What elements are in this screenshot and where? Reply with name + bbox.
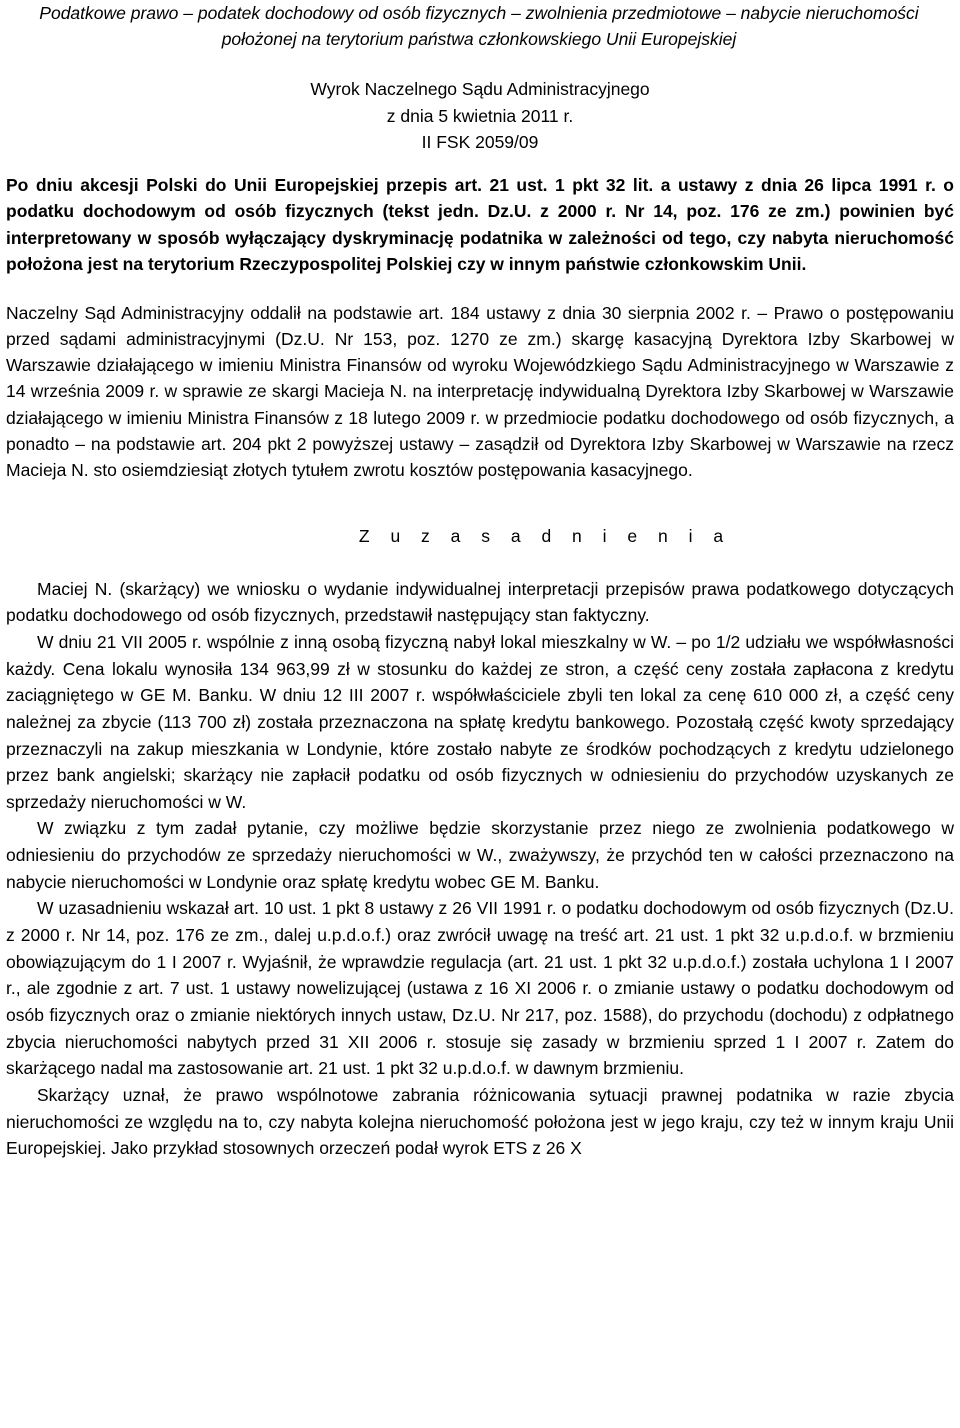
paragraph: W związku z tym zadał pytanie, czy możliwe będzie skorzystanie przez niego ze zwolnienia podatkowego w odniesieniu do przychodów ze sprzedaży nieruchomości w W., zważywszy, że przychód ten w całości przeznaczono na nabycie nieruchomości w Londynie oraz spłatę kredytu wobec GE M. Banku. (6, 818, 954, 892)
case-signature: II FSK 2059/09 (421, 132, 539, 152)
judgment-thesis: Po dniu akcesji Polski do Unii Europejskiej przepis art. 21 ust. 1 pkt 32 lit. a ustawy z dnia 26 lipca 1991 r. o podatku dochodowym od osób fizycznych (tekst jedn. Dz.U. z 2000 r. Nr 14, poz. 176 ze zm.) powinien być interpretowany w sposób wyłączający dyskryminację podatnika w zależności od tego, czy nabyta nieruchomość położona jest na terytorium Rzeczypospolitej Polskiej czy w innym państwie członkowskim Unii. (6, 174, 954, 274)
judgment-date: z dnia 5 kwietnia 2011 r. (386, 105, 574, 126)
paragraph: Skarżący uznał, że prawo wspólnotowe zabrania różnicowania sytuacji prawnej podatnika w razie zbycia nieruchomości ze względu na to, czy nabyta kolejna nieruchomość położona jest w jego kraju, czy też w innym kraju Unii Europejskiej. Jako przykład stosownych orzeczeń podał wyrok ETS z 26 X (6, 1085, 954, 1159)
document-subject: Podatkowe prawo – podatek dochodowy od osób fizycznych – zwolnienia przedmiotowe – nabycie nieruchomości położonej na terytorium państwa członkowskiego Unii Europejskiej (39, 3, 919, 49)
paragraph: W uzasadnieniu wskazał art. 10 ust. 1 pkt 8 ustawy z 26 VII 1991 r. o podatku dochodowym od osób fizycznych (Dz.U. z 2000 r. Nr 14, poz. 176 ze zm., dalej u.p.d.o.f.) oraz zwrócił uwagę na treść art. 21 ust. 1 pkt 32 u.p.d.o.f. w brzmieniu obowiązującym do 1 I 2007 r. Wyjaśnił, że wprawdzie regulacja (art. 21 ust. 1 pkt 32 u.p.d.o.f.) została uchylona 1 I 2007 r., ale zgodnie z art. 7 ust. 1 ustawy nowelizującej (ustawa z 16 XI 2006 r. o zmianie ustawy o podatku dochodowym od osób fizycznych oraz o zmianie niektórych innych ustaw, Dz.U. Nr 217, poz. 1588), do przychodu (dochodu) z odpłatnego zbycia nieruchomości nabytych przed 31 XII 2006 r. stosuje się zasady w brzmieniu sprzed 1 I 2007 r. Zatem do skarżącego nadal ma zastosowanie art. 21 ust. 1 pkt 32 u.p.d.o.f. w dawnym brzmieniu. (6, 898, 954, 1079)
judgment-header (0, 76, 960, 156)
paragraph: W dniu 21 VII 2005 r. wspólnie z inną osobą fizyczną nabył lokal mieszkalny w W. – po 1/2 udziału we współwłasności każdy. Cena lokalu wynosiła 134 963,99 zł w stosunku do każdej ze stron, a część ceny została zapłacona z kredytu zaciągniętego w GE M. Banku. W dniu 12 III 2007 r. współwłaściciele zbyli ten lokal za cenę 610 000 zł, a część ceny należnej za zbycie (113 700 zł) została przeznaczona na spłatę kredytu bankowego. Pozostałą część kwoty sprzedający przeznaczyli na zakup mieszkania w Londynie, które zostało nabyte ze środków pochodzących z kredytu udzielonego przez bank angielski; skarżący nie zapłacił podatku od osób fizycznych w odniesieniu do przychodów uzyskanych ze sprzedaży nieruchomości w W. (6, 631, 954, 812)
paragraph: Maciej N. (skarżący) we wniosku o wydanie indywidualnej interpretacji przepisów prawa podatkowego dotyczących podatku dochodowego od osób fizycznych, przedstawił następujący stan faktyczny. (6, 578, 954, 626)
judgment-sentence: Naczelny Sąd Administracyjny oddalił na podstawie art. 184 ustawy z dnia 30 sierpnia 2002 r. – Prawo o postępowaniu przed sądami administracyjnymi (Dz.U. Nr 153, poz. 1270 ze zm.) skargę kasacyjną Dyrektora Izby Skarbowej w Warszawie działającego w imieniu Ministra Finansów od wyroku Wojewódzkiego Sądu Administracyjnego w Warszawie z 14 września 2009 r. w sprawie ze skargi Macieja N. na interpretację indywidualną Dyrektora Izby Skarbowej w Warszawie działającego w imieniu Ministra Finansów z 18 lutego 2009 r. w przedmiocie podatku dochodowego od osób fizycznych, a ponadto – na podstawie art. 204 pkt 2 powyższej ustawy – zasądził od Dyrektora Izby Skarbowej w Warszawie na rzecz Macieja N. sto osiemdziesiąt złotych tytułem zwrotu kosztów postępowania kasacyjnego. (6, 302, 954, 481)
court-line: Wyrok Naczelnego Sądu Administracyjnego (310, 79, 650, 99)
reasons-heading: Z u z a s a d n i e n i a (358, 525, 732, 546)
reasons-body (6, 576, 954, 1162)
